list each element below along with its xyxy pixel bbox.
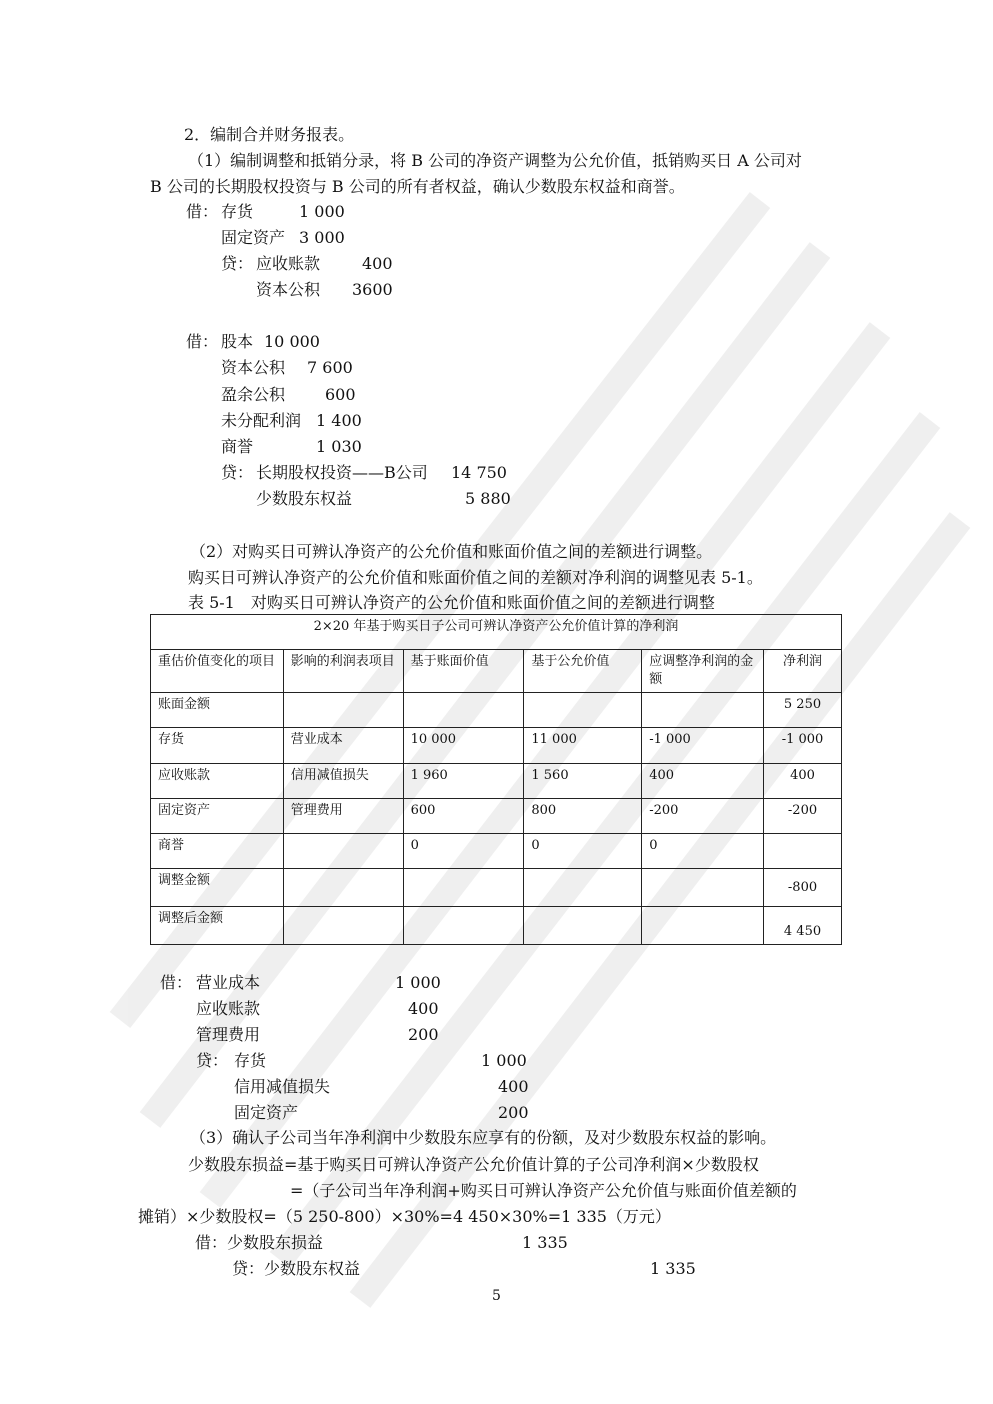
table-cell <box>524 907 642 945</box>
entry1-credit-prefix: 贷： <box>221 254 254 273</box>
table-row <box>151 799 842 834</box>
table-header-cell: 基于公允价值 <box>524 650 642 693</box>
entry1-credit-account: 应收账款 <box>256 254 321 273</box>
entry2-credit-account: 少数股东权益 <box>256 489 353 508</box>
table-cell: 应收账款 <box>151 764 284 799</box>
table-title-row <box>151 615 842 650</box>
entry3-debit-amount: 400 <box>408 999 439 1018</box>
table-cell <box>403 907 524 945</box>
table-row <box>151 693 842 728</box>
table-header-cell: 应调整净利润的金额 <box>642 650 764 693</box>
step2-intro: 购买日可辨认净资产的公允价值和账面价值之间的差额对净利润的调整见表 5-1。 <box>188 568 763 587</box>
table-cell <box>764 834 842 869</box>
entry2-debit-amount: 7 600 <box>307 358 353 377</box>
formula-line1: 少数股东损益=基于购买日可辨认净资产公允价值计算的子公司净利润×少数股权 <box>188 1155 759 1174</box>
step2-text: （2）对购买日可辨认净资产的公允价值和账面价值之间的差额进行调整。 <box>190 542 713 561</box>
table-cell: -1 000 <box>642 728 764 764</box>
entry3-debit-amount: 200 <box>408 1025 439 1044</box>
entry3-credit-account: 固定资产 <box>234 1103 299 1122</box>
formula-line2: =（子公司当年净利润+购买日可辨认净资产公允价值与账面价值差额的 <box>290 1181 797 1200</box>
entry3-credit-amount: 200 <box>498 1103 529 1122</box>
entry2-debit-account: 未分配利润 <box>221 411 302 430</box>
entry3-debit-account: 营业成本 <box>196 973 261 992</box>
table-row <box>151 869 842 907</box>
table-cell: 信用减值损失 <box>283 764 403 799</box>
table-cell <box>524 693 642 728</box>
table-5-1 <box>150 614 842 945</box>
table-cell: -200 <box>642 799 764 834</box>
entry3-credit-account: 存货 <box>234 1051 267 1070</box>
table-header-row <box>151 650 842 693</box>
entry1-debit-amount: 3 000 <box>299 228 345 247</box>
table-cell <box>283 907 403 945</box>
entry3-debit-account: 管理费用 <box>196 1025 261 1044</box>
entry2-debit-account: 盈余公积 <box>221 385 286 404</box>
entry2-debit-account: 股本 <box>221 332 254 351</box>
table-cell: 管理费用 <box>283 799 403 834</box>
table-cell: 0 <box>642 834 764 869</box>
table-header-cell: 净利润 <box>764 650 842 693</box>
table-cell: -1 000 <box>764 728 842 764</box>
entry2-debit-account: 资本公积 <box>221 358 286 377</box>
entry1-debit-amount: 1 000 <box>299 202 345 221</box>
entry1-credit-amount: 3600 <box>352 280 393 299</box>
table-cell: 固定资产 <box>151 799 284 834</box>
entry2-credit-amount: 14 750 <box>451 463 507 482</box>
table-cell: 商誉 <box>151 834 284 869</box>
step1-text-line2: B 公司的长期股权投资与 B 公司的所有者权益，确认少数股东权益和商誉。 <box>150 177 685 196</box>
entry3-debit-amount: 1 000 <box>395 973 441 992</box>
table-caption: 表 5-1 对购买日可辨认净资产的公允价值和账面价值之间的差额进行调整 <box>188 593 715 612</box>
table-cell <box>403 869 524 907</box>
table-row <box>151 764 842 799</box>
formula-line3: 摊销）×少数股权=（5 250-800）×30%=4 450×30%=1 335（万元） <box>138 1207 671 1226</box>
table-header-cell: 重估价值变化的项目 <box>151 650 284 693</box>
entry2-debit-account: 商誉 <box>221 437 254 456</box>
entry3-debit-prefix: 借： <box>160 973 193 992</box>
entry4-credit-amount: 1 335 <box>650 1259 696 1278</box>
entry3-credit-amount: 400 <box>498 1077 529 1096</box>
entry2-debit-amount: 10 000 <box>264 332 320 351</box>
table-cell: 800 <box>524 799 642 834</box>
table-row <box>151 907 842 945</box>
table-cell <box>642 869 764 907</box>
entry1-debit-account: 固定资产 <box>221 228 286 247</box>
table-cell <box>642 693 764 728</box>
table-cell: 存货 <box>151 728 284 764</box>
entry3-credit-account: 信用减值损失 <box>234 1077 331 1096</box>
table-row <box>151 834 842 869</box>
entry2-credit-prefix: 贷： <box>221 463 254 482</box>
table-cell: 600 <box>403 799 524 834</box>
table-cell: 1 560 <box>524 764 642 799</box>
table-header-cell: 基于账面价值 <box>403 650 524 693</box>
table-cell: 400 <box>764 764 842 799</box>
table-header-cell: 影响的利润表项目 <box>283 650 403 693</box>
entry4-credit: 贷：少数股东权益 <box>232 1259 361 1278</box>
table-title: 2×20 年基于购买日子公司可辨认净资产公允价值计算的净利润 <box>151 615 842 650</box>
entry4-debit: 借：少数股东损益 <box>195 1233 324 1252</box>
table-cell: 10 000 <box>403 728 524 764</box>
entry2-credit-account: 长期股权投资——B公司 <box>256 463 428 482</box>
table-cell: 账面金额 <box>151 693 284 728</box>
table-cell <box>642 907 764 945</box>
entry2-debit-prefix: 借： <box>186 332 219 351</box>
entry2-debit-amount: 1 030 <box>316 437 362 456</box>
entry3-debit-account: 应收账款 <box>196 999 261 1018</box>
step3-text: （3）确认子公司当年净利润中少数股东应享有的份额，及对少数股东权益的影响。 <box>190 1128 777 1147</box>
table-cell: 400 <box>642 764 764 799</box>
table-cell: -800 <box>764 869 842 907</box>
entry1-debit-prefix: 借： <box>186 202 219 221</box>
entry4-debit-amount: 1 335 <box>522 1233 568 1252</box>
entry2-debit-amount: 600 <box>325 385 356 404</box>
entry3-credit-prefix: 贷： <box>196 1051 229 1070</box>
table-cell <box>283 693 403 728</box>
entry3-credit-amount: 1 000 <box>481 1051 527 1070</box>
entry1-credit-account: 资本公积 <box>256 280 321 299</box>
table-cell <box>283 869 403 907</box>
table-cell: 5 250 <box>764 693 842 728</box>
table-cell: -200 <box>764 799 842 834</box>
table-cell <box>283 834 403 869</box>
table-cell: 营业成本 <box>283 728 403 764</box>
table-cell: 调整后金额 <box>151 907 284 945</box>
entry1-credit-amount: 400 <box>362 254 393 273</box>
step1-text-line1: （1）编制调整和抵销分录，将 B 公司的净资产调整为公允价值，抵销购买日 A 公司对 <box>188 151 802 170</box>
table-cell: 11 000 <box>524 728 642 764</box>
table-cell: 调整金额 <box>151 869 284 907</box>
table-cell: 0 <box>403 834 524 869</box>
entry2-credit-amount: 5 880 <box>465 489 511 508</box>
entry1-debit-account: 存货 <box>221 202 254 221</box>
table-cell: 1 960 <box>403 764 524 799</box>
table-cell: 0 <box>524 834 642 869</box>
table-cell <box>524 869 642 907</box>
table-cell <box>403 693 524 728</box>
entry2-debit-amount: 1 400 <box>316 411 362 430</box>
section-heading: 2．编制合并财务报表。 <box>184 125 355 144</box>
table-cell: 4 450 <box>764 907 842 945</box>
table-row <box>151 728 842 764</box>
page-number: 5 <box>492 1288 501 1304</box>
